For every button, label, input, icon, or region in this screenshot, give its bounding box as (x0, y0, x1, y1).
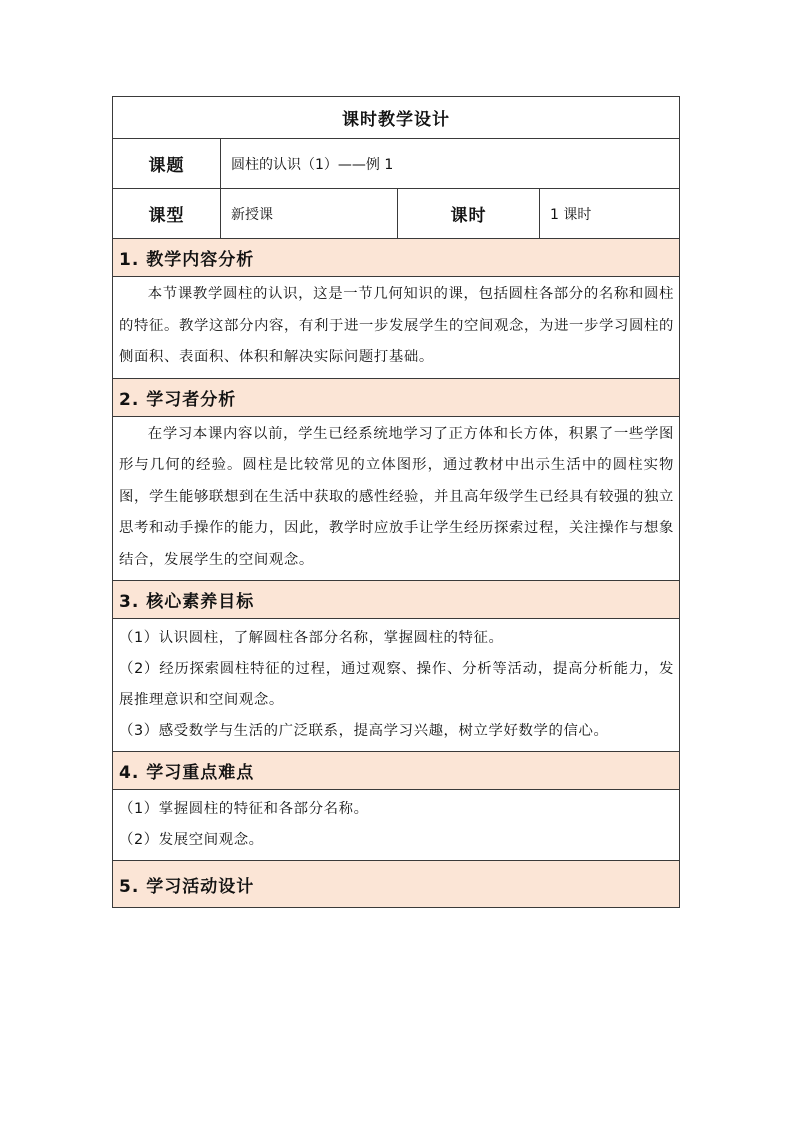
hours-value: 1 课时 (539, 189, 679, 238)
section-body-content-analysis: 本节课教学圆柱的认识，这是一节几何知识的课，包括圆柱各部分的名称和圆柱的特征。教学这部分内容，有利于进一步发展学生的空间观念，为进一步学习圆柱的侧面积、表面积、体积和解决实际问题打基础。 (113, 277, 679, 379)
section-heading-learner-analysis: 2. 学习者分析 (113, 379, 679, 417)
list-item: （1）认识圆柱，了解圆柱各部分名称，掌握圆柱的特征。 (119, 630, 504, 646)
type-hours-row (113, 189, 679, 239)
section-heading-core-goals: 3. 核心素养目标 (113, 581, 679, 619)
hours-label: 课时 (397, 189, 539, 238)
lesson-design-table (112, 96, 680, 908)
section-body-learner-analysis: 在学习本课内容以前，学生已经系统地学习了正方体和长方体，积累了一些学图形与几何的经验。圆柱是比较常见的立体图形，通过教材中出示生活中的圆柱实物图，学生能够联想到在生活中获取的感性经验，并且高年级学生已经具有较强的独立思考和动手操作的能力，因此，教学时应放手让学生经历探索过程，关注操作与想象结合，发展学生的空间观念。 (113, 417, 679, 582)
topic-row (113, 139, 679, 189)
type-value: 新授课 (220, 189, 397, 238)
list-item: （3）感受数学与生活的广泛联系，提高学习兴趣，树立学好数学的信心。 (119, 723, 609, 739)
topic-value: 圆柱的认识（1）——例 1 (220, 139, 679, 188)
section-heading-key-points: 4. 学习重点难点 (113, 752, 679, 790)
section-heading-content-analysis: 1. 教学内容分析 (113, 239, 679, 277)
list-item: （2）发展空间观念。 (119, 832, 264, 848)
topic-label: 课题 (148, 156, 185, 176)
list-item: （1）掌握圆柱的特征和各部分名称。 (119, 801, 369, 817)
type-label: 课型 (148, 206, 185, 226)
list-item: （2）经历探索圆柱特征的过程，通过观察、操作、分析等活动，提高分析能力，发展推理意识和空间观念。 (119, 661, 674, 708)
document-title: 课时教学设计 (113, 97, 679, 139)
section-heading-activity-design: 5. 学习活动设计 (113, 861, 679, 907)
section-body-core-goals (113, 619, 679, 752)
section-body-key-points (113, 790, 679, 861)
